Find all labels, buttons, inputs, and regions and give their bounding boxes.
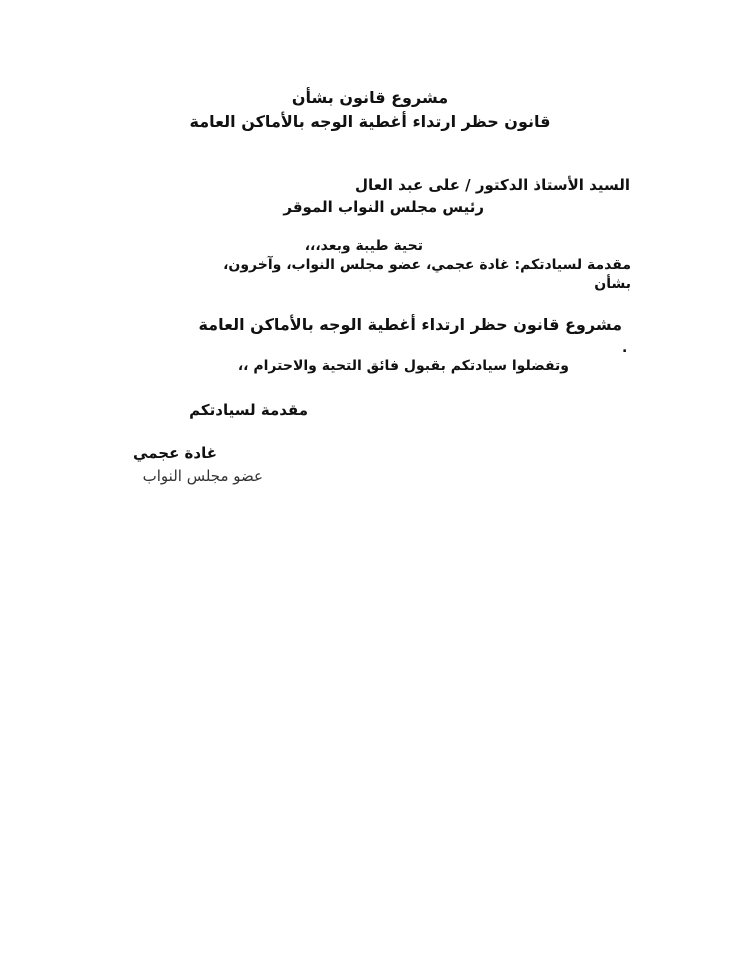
addressee-name: السيد الأستاذ الدكتور / على عبد العال (355, 176, 630, 194)
signature-title: عضو مجلس النواب (142, 467, 263, 485)
document-title-line-2: قانون حظر ارتداء أغطية الوجه بالأماكن العامة (189, 112, 551, 131)
subject-line: مشروع قانون حظر ارتداء أغطية الوجه بالأماكن العامة (198, 315, 622, 334)
signature-name: غادة عجمي (133, 444, 217, 462)
intro-line-2: بشأن (594, 276, 631, 292)
greeting: تحية طيبة وبعد،،، (304, 238, 423, 254)
presented-by: مقدمة لسيادتكم (189, 401, 308, 419)
document-title-line-1: مشروع قانون بشأن (291, 88, 449, 107)
closing-line: وتفضلوا سيادتكم بقبول فائق التحية والاحترام ،، (237, 358, 569, 374)
intro-line-1: مقدمة لسيادتكم: غادة عجمي، عضو مجلس النواب، وآخرون، (223, 257, 631, 273)
subject-dot: . (622, 340, 628, 356)
addressee-position: رئيس مجلس النواب الموقر (283, 198, 484, 216)
